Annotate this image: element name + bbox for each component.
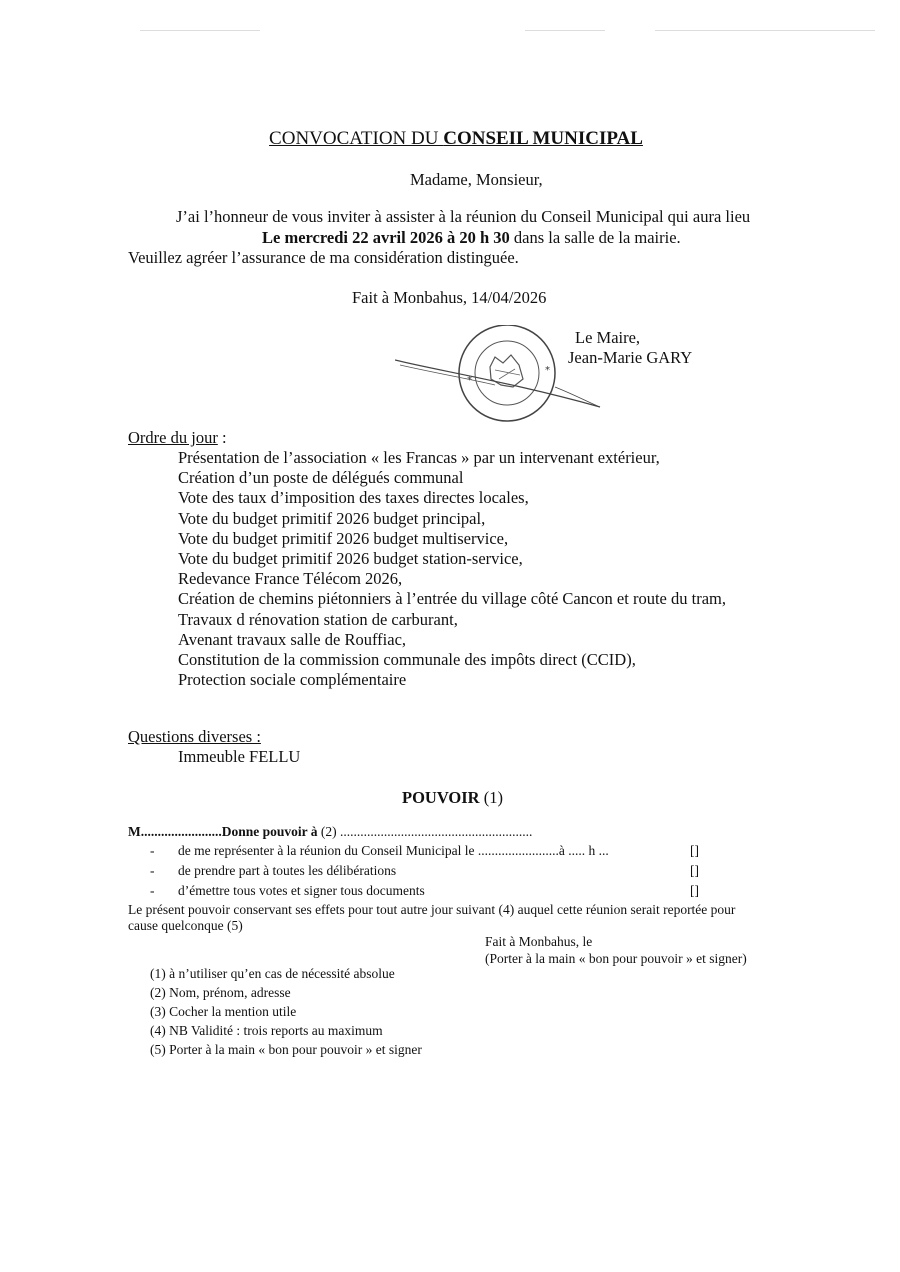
agenda-item: Vote du budget primitif 2026 budget station-service,	[178, 548, 523, 568]
validity-line-2: cause quelconque (5)	[128, 918, 243, 933]
agenda-item: Vote du budget primitif 2026 budget principal,	[178, 508, 486, 528]
invitation-line: J’ai l’honneur de vous inviter à assister à la réunion du Conseil Municipal qui aura lieu	[176, 207, 751, 226]
pouvoir-title-bold: POUVOIR	[402, 788, 480, 807]
pouvoir-title	[402, 788, 503, 808]
agenda-item: Avenant travaux salle de Rouffiac,	[178, 629, 407, 649]
agenda-label-suffix: :	[217, 428, 227, 447]
proxy-option	[150, 861, 710, 881]
mayor-name: Jean-Marie GARY	[568, 348, 693, 367]
questions-heading: Questions diverses :	[128, 727, 261, 746]
title-bold: CONSEIL MUNICIPAL	[443, 128, 643, 149]
pouvoir-title-suffix: (1)	[479, 788, 503, 807]
proxy-option	[150, 881, 710, 901]
agenda-item: Travaux d rénovation station de carburant,	[178, 609, 458, 629]
proxy-option-text: de me représenter à la réunion du Conseil Municipal le ........................à ..... h ...	[178, 843, 609, 858]
mayor-title: Le Maire,	[575, 328, 641, 347]
dash-bullet: -	[150, 863, 155, 878]
agenda-item: Redevance France Télécom 2026,	[178, 569, 403, 589]
proxy-donne: Donne pouvoir à	[221, 824, 318, 839]
footnote: (3) Cocher la mention utile	[150, 1004, 297, 1019]
proxy-option	[150, 841, 710, 861]
agenda-item: Création d’un poste de délégués communal	[178, 468, 464, 488]
meeting-date: Le mercredi 22 avril 2026 à 20 h 30	[262, 228, 510, 247]
salutation: Madame, Monsieur,	[410, 170, 543, 189]
agenda-item: Vote du budget primitif 2026 budget multiservice,	[178, 528, 509, 548]
checkbox[interactable]: []	[690, 843, 699, 858]
porter-instruction: (Porter à la main « bon pour pouvoir » et signer)	[485, 951, 747, 966]
footnotes	[150, 964, 422, 1059]
proxy-donne-rest: (2) .........................................................	[317, 824, 533, 839]
checkbox[interactable]: []	[690, 863, 699, 878]
proxy-m: M........................	[128, 824, 222, 839]
agenda-item: Protection sociale complémentaire	[178, 670, 407, 690]
proxy-options	[150, 841, 710, 901]
agenda-item: Vote des taux d’imposition des taxes directes locales,	[178, 488, 529, 508]
validity-line-1: Le présent pouvoir conservant ses effets pour tout autre jour suivant (4) auquel cette réunion serait reportée pour	[128, 902, 736, 917]
agenda-label: Ordre du jour	[128, 428, 218, 447]
footnote: (1) à n’utiliser qu’en cas de nécessité absolue	[150, 966, 395, 981]
agenda-heading	[128, 428, 227, 448]
footnote: (4) NB Validité : trois reports au maximum	[150, 1023, 383, 1038]
proxy-line	[128, 824, 532, 840]
dash-bullet: -	[150, 843, 155, 858]
meeting-location: dans la salle de la mairie.	[509, 228, 681, 247]
fait-le: Fait à Monbahus, le	[485, 934, 593, 949]
proxy-option-text: de prendre part à toutes les délibérations	[178, 863, 397, 878]
place-date: Fait à Monbahus, 14/04/2026	[352, 288, 547, 307]
closing-line: Veuillez agréer l’assurance de ma considération distinguée.	[128, 248, 519, 267]
dash-bullet: -	[150, 883, 155, 898]
agenda-item: Présentation de l’association « les Francas » par un intervenant extérieur,	[178, 448, 660, 467]
footnote: (5) Porter à la main « bon pour pouvoir » et signer	[150, 1042, 422, 1057]
proxy-option-text: d’émettre tous votes et signer tous documents	[178, 883, 425, 898]
scan-artifact	[525, 30, 605, 31]
questions-item: Immeuble FELLU	[178, 747, 301, 766]
agenda-list	[178, 448, 726, 690]
mairie-seal-stamp	[395, 325, 605, 425]
svg-text:*: *	[545, 365, 550, 376]
scan-artifact	[655, 30, 875, 31]
title-prefix: CONVOCATION DU	[269, 128, 444, 149]
scan-artifact	[140, 30, 260, 31]
agenda-item: Constitution de la commission communale des impôts direct (CCID),	[178, 649, 636, 669]
document-title	[0, 128, 900, 150]
meeting-date-line	[262, 228, 681, 248]
svg-text:*: *	[467, 375, 472, 386]
footnote: (2) Nom, prénom, adresse	[150, 985, 291, 1000]
checkbox[interactable]: []	[690, 883, 699, 898]
agenda-item: Création de chemins piétonniers à l’entrée du village côté Cancon et route du tram,	[178, 589, 726, 609]
